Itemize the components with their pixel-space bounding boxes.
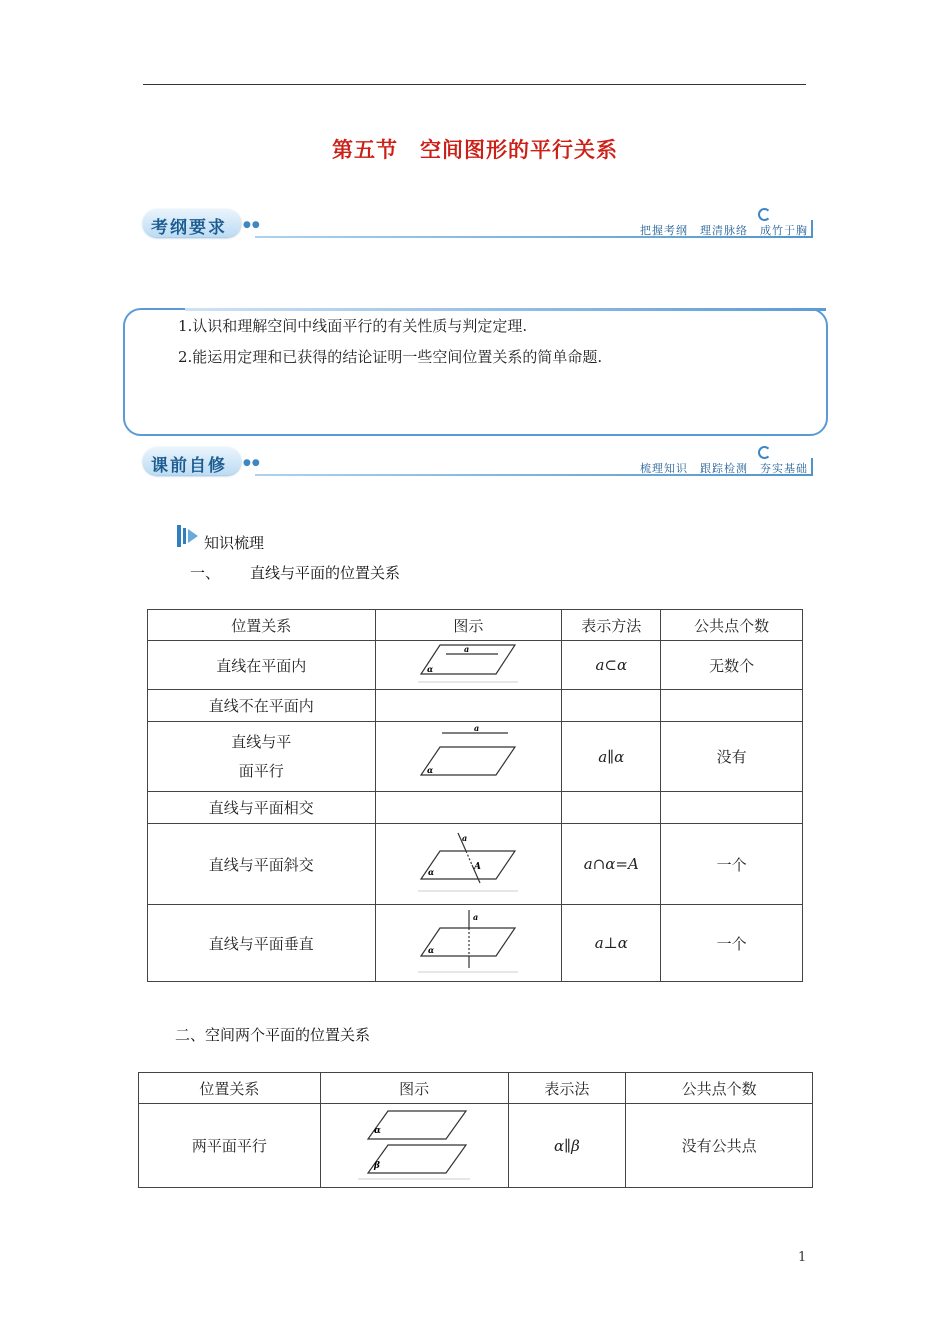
points-cell xyxy=(661,792,803,824)
banner-slogan: 梳理知识 跟踪检测 夯实基础 xyxy=(640,462,808,475)
banner-rule-end xyxy=(811,220,813,238)
points-cell: 一个 xyxy=(661,905,803,982)
line-in-plane-figure xyxy=(418,642,518,684)
label-alpha: α xyxy=(428,867,435,877)
label-alpha: α xyxy=(427,664,434,674)
figure-cell xyxy=(375,824,562,905)
banner-badge-label: 课前自修 xyxy=(151,456,227,476)
swirl-icon xyxy=(758,208,771,221)
label-a: a xyxy=(464,644,470,654)
relation-cell: 直线与平面垂直 xyxy=(148,905,376,982)
requirement-1: 1.认识和理解空间中线面平行的有关性质与判定定理. xyxy=(178,317,528,335)
points-cell: 没有公共点 xyxy=(626,1104,813,1188)
figure-cell xyxy=(375,641,562,690)
figure-cell xyxy=(375,722,562,792)
notation-cell: a⊂α xyxy=(562,641,661,690)
table-row xyxy=(148,824,803,905)
dots-icon: ●● xyxy=(243,458,261,468)
swirl-icon xyxy=(758,446,771,459)
header-relation: 位置关系 xyxy=(139,1073,321,1104)
knowledge-heading: 知识梳理 xyxy=(204,534,265,552)
header-common-points: 公共点个数 xyxy=(661,610,803,641)
dots-icon: ●● xyxy=(243,220,261,230)
header-notation: 表示方法 xyxy=(562,610,661,641)
label-alpha: α xyxy=(427,764,434,775)
points-cell: 一个 xyxy=(661,824,803,905)
label-a: a xyxy=(473,912,479,922)
points-cell: 没有 xyxy=(661,722,803,792)
part2-heading: 二、空间两个平面的位置关系 xyxy=(175,1026,371,1044)
label-A: A xyxy=(474,862,482,872)
points-cell xyxy=(661,690,803,722)
label-alpha: α xyxy=(374,1125,382,1136)
table-row xyxy=(148,722,803,792)
relation-cell xyxy=(148,722,376,792)
banner-badge xyxy=(143,209,241,237)
table-row xyxy=(148,905,803,982)
line-oblique-plane-figure xyxy=(418,829,518,895)
notation-cell: a⊥α xyxy=(562,905,661,982)
line-plane-table xyxy=(147,609,803,982)
box-highlight xyxy=(185,308,826,311)
notation-cell xyxy=(562,792,661,824)
line-parallel-plane-figure xyxy=(418,725,518,785)
figure-cell xyxy=(375,792,562,824)
table-row xyxy=(148,690,803,722)
relation-cell: 两平面平行 xyxy=(139,1104,321,1188)
label-a: a xyxy=(474,724,480,733)
relation-cell: 直线在平面内 xyxy=(148,641,376,690)
header-rule xyxy=(143,84,806,85)
part1-heading-number: 一、 xyxy=(190,564,221,582)
header-common-points: 公共点个数 xyxy=(626,1073,813,1104)
notation-cell: α∥β xyxy=(508,1104,626,1188)
table-row xyxy=(139,1104,813,1188)
page-title: 第五节 空间图形的平行关系 xyxy=(332,138,618,162)
header-notation: 表示法 xyxy=(508,1073,626,1104)
table-header-row xyxy=(148,610,803,641)
line-perpendicular-plane-figure xyxy=(418,908,518,974)
relation-cell: 直线不在平面内 xyxy=(148,690,376,722)
notation-cell xyxy=(562,690,661,722)
table-header-row xyxy=(139,1073,813,1104)
requirement-2: 2.能运用定理和已获得的结论证明一些空间位置关系的简单命题. xyxy=(178,348,603,366)
banner-badge xyxy=(143,447,241,475)
relation-cell: 直线与平面斜交 xyxy=(148,824,376,905)
figure-cell xyxy=(375,905,562,982)
part1-heading: 直线与平面的位置关系 xyxy=(250,564,401,582)
banner-slogan: 把握考纲 理清脉络 成竹于胸 xyxy=(640,224,808,237)
banner-badge-label: 考纲要求 xyxy=(151,218,227,238)
section-banner-preview xyxy=(143,444,813,478)
label-beta: β xyxy=(374,1160,381,1171)
section-banner-syllabus xyxy=(143,206,813,240)
header-figure: 图示 xyxy=(375,610,562,641)
header-relation: 位置关系 xyxy=(148,610,376,641)
header-figure: 图示 xyxy=(320,1073,508,1104)
figure-cell xyxy=(375,690,562,722)
notation-cell: a∥α xyxy=(562,722,661,792)
notation-cell: a∩α=A xyxy=(562,824,661,905)
relation-line-1: 直线与平 xyxy=(231,732,292,751)
table-row xyxy=(148,792,803,824)
page-number: 1 xyxy=(798,1250,807,1265)
parallel-planes-figure xyxy=(358,1107,470,1181)
relation-line-2: 面平行 xyxy=(238,761,284,780)
relation-cell: 直线与平面相交 xyxy=(148,792,376,824)
table-row xyxy=(148,641,803,690)
plane-plane-table xyxy=(138,1072,813,1188)
section-marker-icon xyxy=(177,525,199,547)
label-a: a xyxy=(462,833,468,843)
points-cell: 无数个 xyxy=(661,641,803,690)
figure-cell xyxy=(320,1104,508,1188)
banner-rule-end xyxy=(811,458,813,476)
label-alpha: α xyxy=(428,945,435,955)
